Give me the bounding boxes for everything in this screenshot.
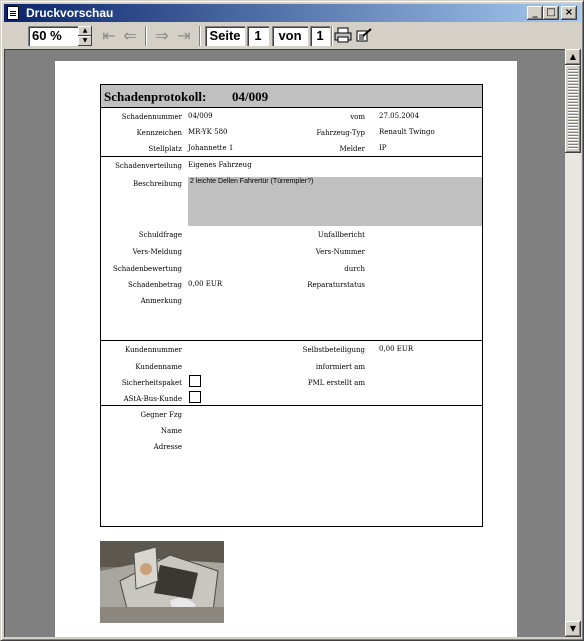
- scroll-thumb[interactable]: [565, 65, 581, 153]
- field-label: Selbstbeteiligung: [302, 346, 365, 354]
- window-title: Druckvorschau: [26, 6, 114, 20]
- field-label: Name: [160, 427, 182, 435]
- field-value: 27.05.2004: [379, 112, 420, 120]
- report-number: 04/009: [232, 89, 269, 104]
- page-label: Seite: [205, 26, 245, 46]
- field-label: informiert am: [315, 363, 365, 371]
- toolbar-separator: [199, 26, 201, 46]
- report-header: [101, 85, 482, 108]
- zoom-spinner[interactable]: [78, 26, 92, 46]
- field-label: Schadenverteilung: [115, 162, 182, 170]
- description-box: [188, 177, 482, 226]
- vertical-scrollbar[interactable]: [565, 49, 581, 637]
- field-label: AStA-Bus-Kunde: [123, 395, 182, 403]
- close-icon: ×: [564, 7, 574, 18]
- maximize-button[interactable]: [543, 6, 559, 20]
- field-value: IP: [379, 144, 387, 152]
- report-page: [55, 61, 517, 637]
- field-label: Schadenbetrag: [128, 281, 182, 289]
- spin-up-icon[interactable]: ▲: [78, 26, 92, 36]
- page-current-input[interactable]: 1: [247, 26, 269, 46]
- print-setup-icon[interactable]: [354, 27, 374, 45]
- field-label: Schadenbewertung: [113, 265, 182, 273]
- field-value: 0,00 EUR: [188, 280, 223, 288]
- last-page-icon[interactable]: ⇥: [177, 26, 191, 45]
- field-label: Gegner Fzg: [140, 411, 182, 419]
- damage-photo: [100, 541, 224, 623]
- field-value: 04/009: [188, 112, 213, 120]
- field-label: Schuldfrage: [138, 231, 182, 239]
- field-label: Adresse: [153, 443, 182, 451]
- field-label: Vers-Nummer: [315, 248, 365, 256]
- field-label: Anmerkung: [140, 297, 182, 305]
- minimize-icon: _: [532, 7, 538, 18]
- toolbar-separator: [145, 26, 147, 46]
- field-value: Renault Twingo: [379, 128, 435, 136]
- field-label: Kundenname: [135, 363, 182, 371]
- page-total: 1: [310, 26, 330, 46]
- field-label: Reparaturstatus: [307, 281, 365, 289]
- preview-area[interactable]: [4, 49, 565, 637]
- description-text: 2 leichte Dellen Fahrertür (Türrempler?): [190, 178, 314, 185]
- field-value: Eigenes Fahrzeug: [188, 161, 252, 169]
- section-divider: [101, 156, 482, 157]
- field-label: Beschreibung: [132, 180, 182, 188]
- scroll-up-icon[interactable]: ▲: [565, 49, 581, 65]
- field-label: Melder: [339, 145, 365, 153]
- toolbar: [4, 23, 581, 49]
- damage-report-form: [100, 84, 483, 527]
- field-label: PML erstellt am: [307, 379, 365, 387]
- field-label: Unfallbericht: [317, 231, 365, 239]
- asta-bus-kunde-checkbox[interactable]: [189, 391, 201, 403]
- app-icon[interactable]: [7, 6, 19, 20]
- section-divider: [101, 340, 482, 341]
- printer-icon[interactable]: [333, 27, 353, 45]
- field-value: MR-YK 580: [188, 128, 228, 136]
- field-value: Johannette 1: [188, 144, 234, 152]
- first-page-icon[interactable]: ⇤: [102, 26, 116, 45]
- minimize-button[interactable]: [527, 6, 543, 20]
- scroll-down-icon[interactable]: ▼: [565, 621, 581, 637]
- field-label: Stellplatz: [148, 145, 182, 153]
- title-bar[interactable]: [4, 4, 581, 22]
- previous-page-icon[interactable]: ⇐: [123, 26, 137, 45]
- field-label: Kundennummer: [124, 346, 182, 354]
- field-label: Schadennummer: [121, 113, 182, 121]
- maximize-icon: □: [546, 7, 556, 18]
- field-label: Vers-Meldung: [132, 248, 182, 256]
- of-label: von: [272, 26, 308, 46]
- field-value: 0,00 EUR: [379, 345, 414, 353]
- section-divider: [101, 405, 482, 406]
- field-label: Fahrzeug-Typ: [316, 129, 365, 137]
- field-label: Kennzeichen: [136, 129, 182, 137]
- report-title: Schadenprotokoll:: [104, 89, 207, 104]
- field-label: durch: [344, 265, 365, 273]
- field-label: vom: [350, 113, 365, 121]
- spin-down-icon[interactable]: ▼: [78, 36, 92, 46]
- next-page-icon[interactable]: ⇒: [155, 26, 169, 45]
- close-button[interactable]: [561, 6, 577, 20]
- sicherheitspaket-checkbox[interactable]: [189, 375, 201, 387]
- field-label: Sicherheitspaket: [121, 379, 182, 387]
- zoom-input[interactable]: 60 %: [28, 26, 78, 46]
